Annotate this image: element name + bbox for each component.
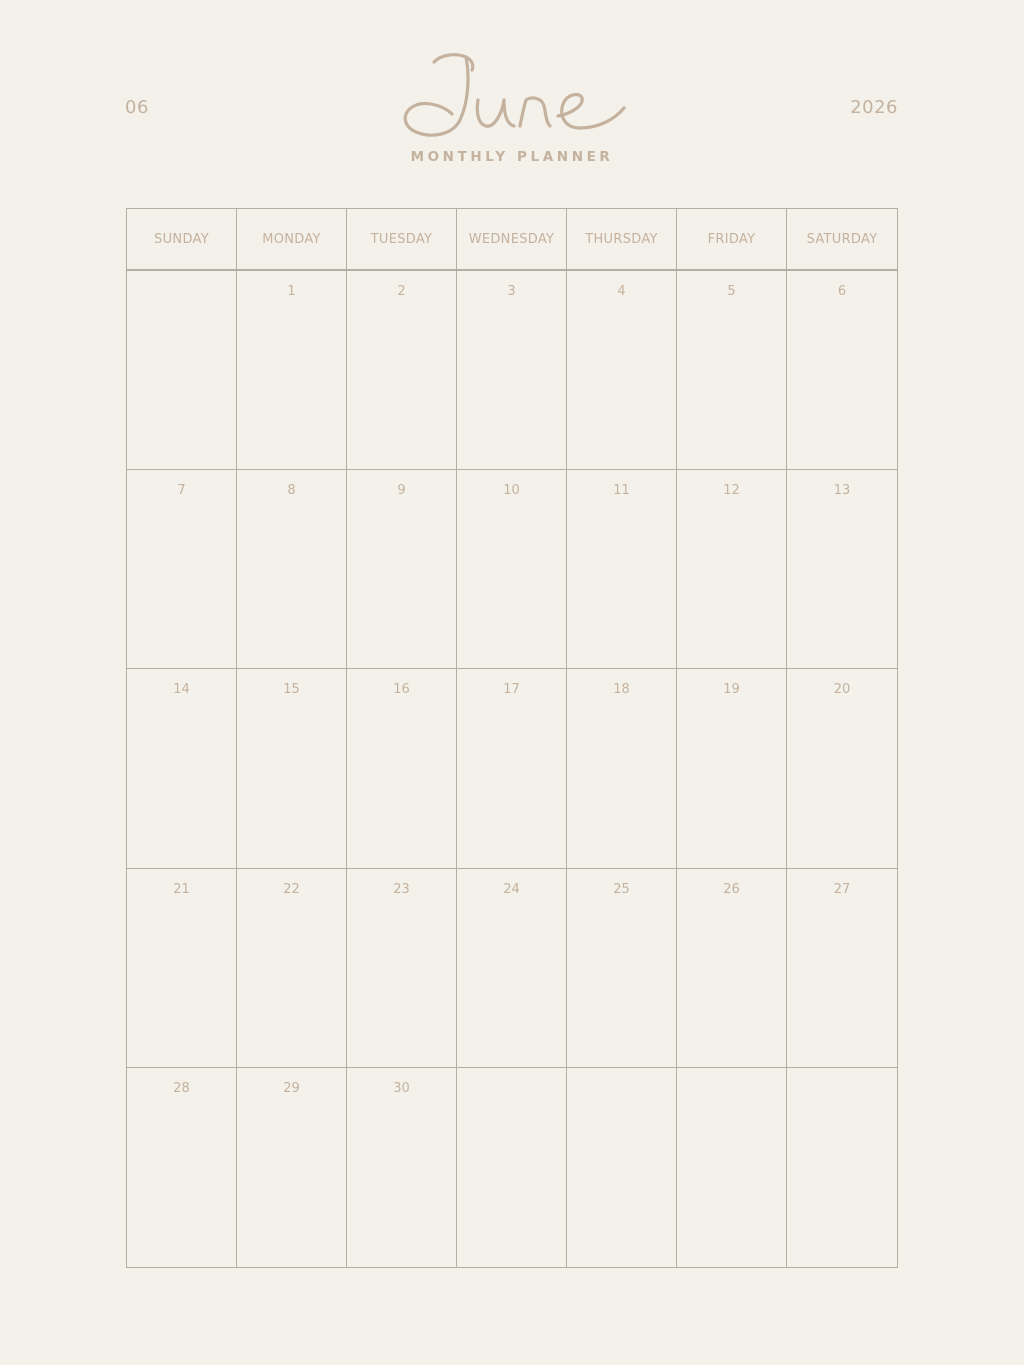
day-cell: 9 xyxy=(347,470,457,669)
day-cell: 17 xyxy=(457,669,567,868)
day-cell: 4 xyxy=(567,271,677,470)
day-cell: 18 xyxy=(567,669,677,868)
day-cell: 27 xyxy=(787,869,897,1068)
weekday-header-wednesday: WEDNESDAY xyxy=(457,209,567,271)
day-cell: 21 xyxy=(127,869,237,1068)
day-cell: 29 xyxy=(237,1068,347,1267)
calendar-grid xyxy=(126,208,898,1268)
planner-subtitle: MONTHLY PLANNER xyxy=(410,149,614,165)
day-cell: 7 xyxy=(127,470,237,669)
day-cell: 14 xyxy=(127,669,237,868)
year: 2026 xyxy=(850,97,898,118)
day-cell: 2 xyxy=(347,271,457,470)
day-cell: 10 xyxy=(457,470,567,669)
day-cell-empty xyxy=(787,1068,897,1267)
day-cell: 23 xyxy=(347,869,457,1068)
month-script-lettering xyxy=(392,48,637,143)
day-cell: 28 xyxy=(127,1068,237,1267)
weekday-header-thursday: THURSDAY xyxy=(567,209,677,271)
day-cell: 15 xyxy=(237,669,347,868)
weekday-header-tuesday: TUESDAY xyxy=(347,209,457,271)
weekday-header-sunday: SUNDAY xyxy=(127,209,237,271)
day-cell: 16 xyxy=(347,669,457,868)
day-cell: 25 xyxy=(567,869,677,1068)
weekday-header-saturday: SATURDAY xyxy=(787,209,897,271)
weekday-header-friday: FRIDAY xyxy=(677,209,787,271)
day-cell: 26 xyxy=(677,869,787,1068)
day-cell-empty xyxy=(677,1068,787,1267)
day-cell: 12 xyxy=(677,470,787,669)
month-number: 06 xyxy=(125,97,149,118)
planner-header xyxy=(0,0,1024,200)
day-cell-empty xyxy=(567,1068,677,1267)
day-cell: 11 xyxy=(567,470,677,669)
day-cell: 13 xyxy=(787,470,897,669)
weekday-header-monday: MONDAY xyxy=(237,209,347,271)
day-cell: 8 xyxy=(237,470,347,669)
day-cell-empty xyxy=(127,271,237,470)
day-cell: 3 xyxy=(457,271,567,470)
day-cell: 5 xyxy=(677,271,787,470)
day-cell: 30 xyxy=(347,1068,457,1267)
day-cell: 24 xyxy=(457,869,567,1068)
day-cell: 19 xyxy=(677,669,787,868)
day-cell: 1 xyxy=(237,271,347,470)
day-cell: 20 xyxy=(787,669,897,868)
day-cell: 22 xyxy=(237,869,347,1068)
day-cell: 6 xyxy=(787,271,897,470)
month-title xyxy=(392,48,637,143)
day-cell-empty xyxy=(457,1068,567,1267)
